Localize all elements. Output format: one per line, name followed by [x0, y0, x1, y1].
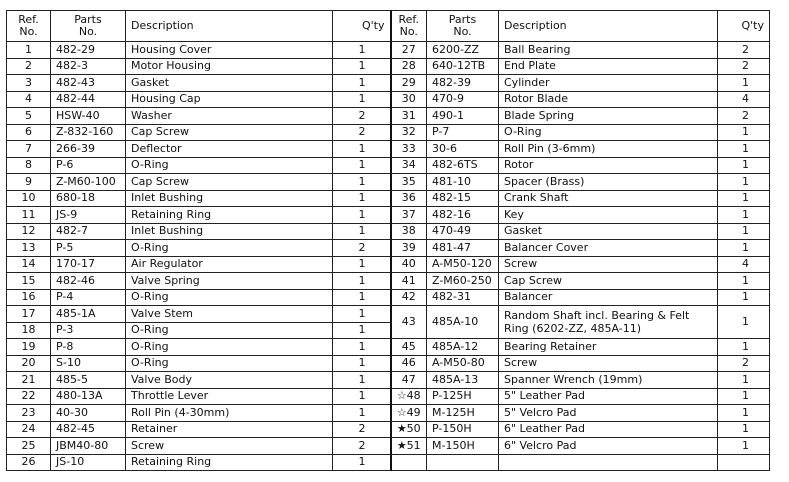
cell-ref-no: 2	[7, 58, 51, 75]
cell-description: Air Regulator	[126, 256, 333, 273]
cell-ref-no: 9	[7, 174, 51, 191]
cell-parts-no: P-3	[51, 322, 126, 339]
cell-parts-no: 266-39	[51, 141, 126, 158]
table-row	[7, 273, 770, 290]
cell-parts-no: JBM40-80	[51, 438, 126, 455]
table-row	[7, 207, 770, 224]
cell-parts-no: 170-17	[51, 256, 126, 273]
cell-ref-no: 11	[7, 207, 51, 224]
cell-qty: 1	[333, 141, 391, 158]
cell-qty: 1	[333, 355, 391, 372]
cell-ref-no: 7	[7, 141, 51, 158]
cell-parts-no-right: 485A-13	[427, 372, 499, 389]
cell-qty: 1	[333, 190, 391, 207]
cell-qty: 1	[333, 273, 391, 290]
cell-parts-no: Z-M60-100	[51, 174, 126, 191]
cell-qty: 2	[333, 438, 391, 455]
table-row	[7, 141, 770, 158]
header-parts-no: Parts No.	[51, 11, 126, 42]
cell-parts-no-right: A-M50-120	[427, 256, 499, 273]
cell-ref-no-right: 39	[391, 240, 427, 257]
cell-description: Gasket	[126, 75, 333, 92]
cell-qty: 1	[333, 256, 391, 273]
cell-description-right: Ball Bearing	[499, 42, 718, 59]
cell-ref-no-right: 37	[391, 207, 427, 224]
table-row	[7, 91, 770, 108]
cell-parts-no-right: M-125H	[427, 405, 499, 422]
cell-qty: 2	[333, 240, 391, 257]
cell-ref-no-right: 40	[391, 256, 427, 273]
cell-qty-right: 1	[718, 421, 770, 438]
table-row	[7, 454, 770, 471]
cell-parts-no: P-4	[51, 289, 126, 306]
cell-parts-no-right: 481-47	[427, 240, 499, 257]
table-row	[7, 42, 770, 59]
cell-ref-no: 25	[7, 438, 51, 455]
cell-qty: 1	[333, 58, 391, 75]
header-ref-no-right: Ref. No.	[391, 11, 427, 42]
cell-description-right: 5" Leather Pad	[499, 388, 718, 405]
cell-parts-no: Z-832-160	[51, 124, 126, 141]
cell-parts-no-right: 485A-12	[427, 339, 499, 356]
cell-parts-no: 482-29	[51, 42, 126, 59]
cell-description: Deflector	[126, 141, 333, 158]
cell-qty-right: 1	[718, 372, 770, 389]
cell-ref-no: 19	[7, 339, 51, 356]
cell-description: Screw	[126, 438, 333, 455]
cell-ref-no: 16	[7, 289, 51, 306]
cell-parts-no-right: 490-1	[427, 108, 499, 125]
cell-ref-no: 18	[7, 322, 51, 339]
cell-parts-no: 482-3	[51, 58, 126, 75]
cell-qty-right: 1	[718, 438, 770, 455]
cell-parts-no: P-6	[51, 157, 126, 174]
cell-qty: 1	[333, 207, 391, 224]
cell-description-right: O-Ring	[499, 124, 718, 141]
cell-qty: 1	[333, 91, 391, 108]
cell-ref-no-right: 45	[391, 339, 427, 356]
cell-qty-right: 2	[718, 355, 770, 372]
cell-ref-no-right: 42	[391, 289, 427, 306]
cell-parts-no-right: P-7	[427, 124, 499, 141]
cell-ref-no: 3	[7, 75, 51, 92]
cell-description-right: Bearing Retainer	[499, 339, 718, 356]
cell-qty: 1	[333, 75, 391, 92]
cell-parts-no: 480-13A	[51, 388, 126, 405]
cell-ref-no: 23	[7, 405, 51, 422]
cell-qty-right: 1	[718, 190, 770, 207]
cell-ref-no: 14	[7, 256, 51, 273]
header-description: Description	[126, 11, 333, 42]
cell-qty-right: 1	[718, 339, 770, 356]
cell-parts-no-right: 470-9	[427, 91, 499, 108]
cell-ref-no-right: 33	[391, 141, 427, 158]
table-row	[7, 289, 770, 306]
cell-parts-no-right: 470-49	[427, 223, 499, 240]
table-row	[7, 405, 770, 422]
cell-description-right: Cylinder	[499, 75, 718, 92]
cell-ref-no: 20	[7, 355, 51, 372]
table-row	[7, 223, 770, 240]
cell-ref-no-right: 46	[391, 355, 427, 372]
parts-list-table	[6, 10, 770, 471]
table-row	[7, 190, 770, 207]
cell-parts-no-right: P-150H	[427, 421, 499, 438]
header-parts-no-right: Parts No.	[427, 11, 499, 42]
cell-qty: 1	[333, 405, 391, 422]
table-row	[7, 108, 770, 125]
cell-parts-no-right: Z-M60-250	[427, 273, 499, 290]
cell-description-right: Rotor Blade	[499, 91, 718, 108]
cell-description: O-Ring	[126, 157, 333, 174]
cell-ref-no-right: ☆49	[391, 405, 427, 422]
cell-parts-no: 482-45	[51, 421, 126, 438]
cell-qty: 1	[333, 306, 391, 323]
cell-description-right: Key	[499, 207, 718, 224]
cell-parts-no-right: 482-16	[427, 207, 499, 224]
cell-qty-right: 2	[718, 108, 770, 125]
cell-ref-no: 21	[7, 372, 51, 389]
cell-description: Valve Spring	[126, 273, 333, 290]
cell-qty: 1	[333, 223, 391, 240]
table-row	[7, 421, 770, 438]
cell-qty: 2	[333, 124, 391, 141]
table-row	[7, 58, 770, 75]
table-row	[7, 124, 770, 141]
cell-qty: 2	[333, 421, 391, 438]
cell-ref-no-right: 28	[391, 58, 427, 75]
cell-description: O-Ring	[126, 289, 333, 306]
cell-parts-no: P-5	[51, 240, 126, 257]
cell-parts-no: S-10	[51, 355, 126, 372]
cell-description-right: End Plate	[499, 58, 718, 75]
cell-parts-no-right: 482-39	[427, 75, 499, 92]
cell-qty-right: 1	[718, 124, 770, 141]
cell-parts-no-right: 30-6	[427, 141, 499, 158]
cell-qty: 1	[333, 454, 391, 471]
table-row	[7, 339, 770, 356]
cell-parts-no-right: 485A-10	[427, 306, 499, 339]
cell-qty-right	[718, 454, 770, 471]
cell-description-right: Balancer	[499, 289, 718, 306]
cell-parts-no: 485-1A	[51, 306, 126, 323]
cell-description-right: Spanner Wrench (19mm)	[499, 372, 718, 389]
cell-description-right: Screw	[499, 256, 718, 273]
cell-description: Retaining Ring	[126, 454, 333, 471]
table-row	[7, 438, 770, 455]
cell-parts-no: 482-7	[51, 223, 126, 240]
table-row	[7, 355, 770, 372]
cell-qty: 1	[333, 372, 391, 389]
table-header-row	[7, 11, 770, 42]
cell-description: Housing Cap	[126, 91, 333, 108]
header-ref-no: Ref. No.	[7, 11, 51, 42]
table-row	[7, 157, 770, 174]
cell-parts-no-right: 482-31	[427, 289, 499, 306]
cell-description: Housing Cover	[126, 42, 333, 59]
cell-qty: 1	[333, 322, 391, 339]
cell-description: O-Ring	[126, 355, 333, 372]
cell-description: Washer	[126, 108, 333, 125]
cell-ref-no-right: 35	[391, 174, 427, 191]
cell-ref-no-right: 34	[391, 157, 427, 174]
cell-parts-no-right: A-M50-80	[427, 355, 499, 372]
cell-ref-no-right: 30	[391, 91, 427, 108]
cell-ref-no-right: 43	[391, 306, 427, 339]
cell-parts-no: 482-46	[51, 273, 126, 290]
cell-qty-right: 1	[718, 289, 770, 306]
cell-qty: 1	[333, 388, 391, 405]
table-row	[7, 75, 770, 92]
cell-description-right: Cap Screw	[499, 273, 718, 290]
cell-ref-no-right: 36	[391, 190, 427, 207]
cell-description-right: Blade Spring	[499, 108, 718, 125]
table-row	[7, 372, 770, 389]
cell-ref-no: 26	[7, 454, 51, 471]
cell-qty-right: 1	[718, 207, 770, 224]
cell-parts-no: 482-44	[51, 91, 126, 108]
cell-ref-no: 15	[7, 273, 51, 290]
cell-parts-no-right: P-125H	[427, 388, 499, 405]
cell-qty: 1	[333, 42, 391, 59]
cell-qty: 1	[333, 289, 391, 306]
cell-description-right: 6" Velcro Pad	[499, 438, 718, 455]
cell-description: Valve Body	[126, 372, 333, 389]
cell-description-right: Balancer Cover	[499, 240, 718, 257]
table-row	[7, 256, 770, 273]
cell-ref-no: 6	[7, 124, 51, 141]
cell-description-right: Rotor	[499, 157, 718, 174]
cell-parts-no-right: M-150H	[427, 438, 499, 455]
cell-qty-right: 1	[718, 273, 770, 290]
cell-description: Cap Screw	[126, 124, 333, 141]
cell-ref-no-right: 41	[391, 273, 427, 290]
cell-qty-right: 2	[718, 58, 770, 75]
header-qty: Q'ty	[333, 11, 391, 42]
cell-qty-right: 2	[718, 42, 770, 59]
cell-ref-no: 1	[7, 42, 51, 59]
cell-qty-right: 1	[718, 306, 770, 339]
cell-description: Retaining Ring	[126, 207, 333, 224]
cell-qty-right: 4	[718, 256, 770, 273]
cell-parts-no-right: 482-15	[427, 190, 499, 207]
cell-parts-no: HSW-40	[51, 108, 126, 125]
cell-qty-right: 1	[718, 174, 770, 191]
cell-parts-no: P-8	[51, 339, 126, 356]
cell-description-right: Spacer (Brass)	[499, 174, 718, 191]
cell-ref-no: 22	[7, 388, 51, 405]
cell-ref-no: 24	[7, 421, 51, 438]
cell-ref-no: 13	[7, 240, 51, 257]
cell-parts-no: JS-10	[51, 454, 126, 471]
cell-description: O-Ring	[126, 240, 333, 257]
cell-description-right: 6" Leather Pad	[499, 421, 718, 438]
cell-parts-no-right: 482-6TS	[427, 157, 499, 174]
cell-qty-right: 4	[718, 91, 770, 108]
table-row	[7, 306, 770, 323]
cell-ref-no: 5	[7, 108, 51, 125]
cell-description: Inlet Bushing	[126, 223, 333, 240]
cell-description-right: 5" Velcro Pad	[499, 405, 718, 422]
cell-qty: 1	[333, 174, 391, 191]
cell-description-right: Crank Shaft	[499, 190, 718, 207]
cell-qty-right: 1	[718, 157, 770, 174]
cell-qty-right: 1	[718, 75, 770, 92]
cell-description-right	[499, 454, 718, 471]
cell-description: Valve Stem	[126, 306, 333, 323]
cell-ref-no: 17	[7, 306, 51, 323]
cell-parts-no: 40-30	[51, 405, 126, 422]
cell-description-right: Roll Pin (3-6mm)	[499, 141, 718, 158]
cell-ref-no-right: 38	[391, 223, 427, 240]
cell-parts-no: JS-9	[51, 207, 126, 224]
cell-description: O-Ring	[126, 322, 333, 339]
cell-qty: 2	[333, 108, 391, 125]
cell-qty-right: 1	[718, 240, 770, 257]
cell-description-right: Gasket	[499, 223, 718, 240]
cell-parts-no-right: 640-12TB	[427, 58, 499, 75]
cell-parts-no: 485-5	[51, 372, 126, 389]
cell-ref-no: 12	[7, 223, 51, 240]
cell-description: Roll Pin (4-30mm)	[126, 405, 333, 422]
cell-ref-no-right: 29	[391, 75, 427, 92]
cell-description: O-Ring	[126, 339, 333, 356]
cell-ref-no-right: 31	[391, 108, 427, 125]
cell-description: Retainer	[126, 421, 333, 438]
table-row	[7, 174, 770, 191]
cell-ref-no-right: ★51	[391, 438, 427, 455]
cell-qty-right: 1	[718, 141, 770, 158]
cell-qty: 1	[333, 339, 391, 356]
cell-ref-no: 10	[7, 190, 51, 207]
cell-parts-no-right	[427, 454, 499, 471]
cell-description-right: Random Shaft incl. Bearing & Felt Ring (6202-ZZ, 485A-11)	[499, 306, 718, 339]
cell-qty-right: 1	[718, 388, 770, 405]
cell-ref-no-right: 27	[391, 42, 427, 59]
table-row	[7, 388, 770, 405]
header-description-right: Description	[499, 11, 718, 42]
cell-ref-no: 4	[7, 91, 51, 108]
header-qty-right: Q'ty	[718, 11, 770, 42]
cell-description: Inlet Bushing	[126, 190, 333, 207]
cell-description-right: Screw	[499, 355, 718, 372]
table-row	[7, 240, 770, 257]
cell-parts-no: 680-18	[51, 190, 126, 207]
cell-ref-no-right: 32	[391, 124, 427, 141]
cell-description: Cap Screw	[126, 174, 333, 191]
cell-qty-right: 1	[718, 405, 770, 422]
cell-description: Motor Housing	[126, 58, 333, 75]
cell-parts-no-right: 6200-ZZ	[427, 42, 499, 59]
cell-ref-no: 8	[7, 157, 51, 174]
cell-qty-right: 1	[718, 223, 770, 240]
cell-ref-no-right: ☆48	[391, 388, 427, 405]
cell-ref-no-right: ★50	[391, 421, 427, 438]
cell-description: Throttle Lever	[126, 388, 333, 405]
cell-ref-no-right: 47	[391, 372, 427, 389]
cell-parts-no-right: 481-10	[427, 174, 499, 191]
cell-parts-no: 482-43	[51, 75, 126, 92]
cell-ref-no-right	[391, 454, 427, 471]
cell-qty: 1	[333, 157, 391, 174]
